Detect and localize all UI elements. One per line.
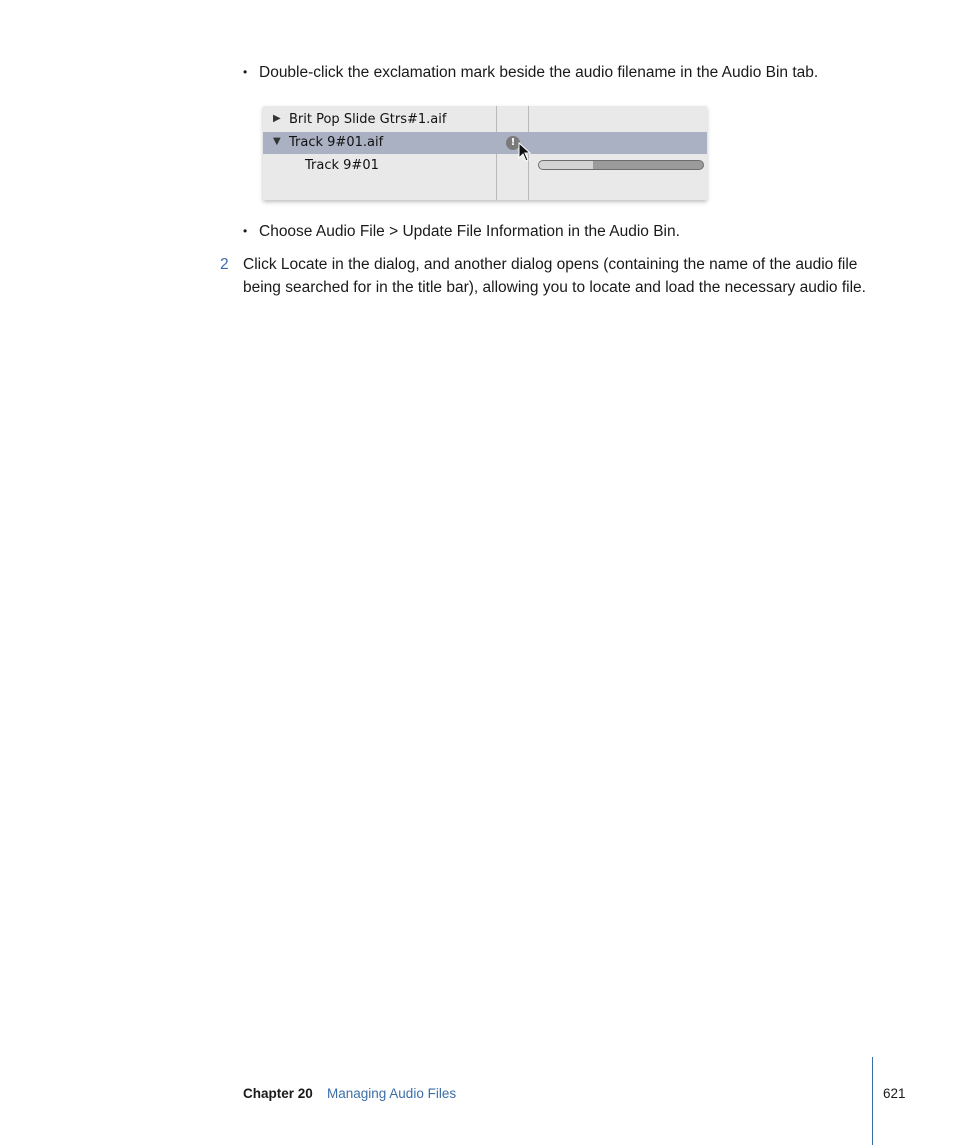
bullet-text: Choose Audio File > Update File Information in the Audio Bin. [259, 223, 680, 240]
exclamation-warning-icon[interactable]: ! [506, 136, 520, 150]
audio-bin-row-region[interactable] [263, 155, 707, 177]
step-text: Click Locate in the dialog, and another dialog opens (containing the name of the audio file being searched for in the title bar), allowing you to locate and load the necessary audio file. [243, 256, 866, 296]
audio-region-bar-fill [539, 161, 593, 169]
audio-file-name: Brit Pop Slide Gtrs#1.aif [289, 112, 447, 127]
disclosure-triangle-expanded-icon[interactable]: ▼ [273, 136, 281, 147]
audio-file-name: Track 9#01.aif [289, 135, 384, 150]
footer-divider [872, 1057, 873, 1145]
audio-region-bar [538, 160, 704, 170]
bullet-text: Double-click the exclamation mark beside the audio filename in the Audio Bin tab. [259, 64, 819, 81]
page-number: 621 [883, 1086, 906, 1101]
audio-region-name: Track 9#01 [305, 158, 379, 173]
bullet-item [243, 63, 818, 83]
bullet-marker: • [243, 65, 248, 79]
step-number: 2 [220, 256, 229, 273]
audio-bin-row-brit-pop[interactable] [263, 109, 707, 131]
audio-bin-row-track-9-selected[interactable] [263, 132, 707, 154]
footer-chapter-label: Chapter 20 [243, 1086, 313, 1101]
footer-chapter-title: Managing Audio Files [327, 1086, 457, 1101]
bullet-marker: • [243, 224, 248, 238]
bullet-item [243, 222, 680, 242]
audio-bin-screenshot [263, 106, 707, 200]
disclosure-triangle-collapsed-icon[interactable]: ▶ [273, 113, 281, 124]
